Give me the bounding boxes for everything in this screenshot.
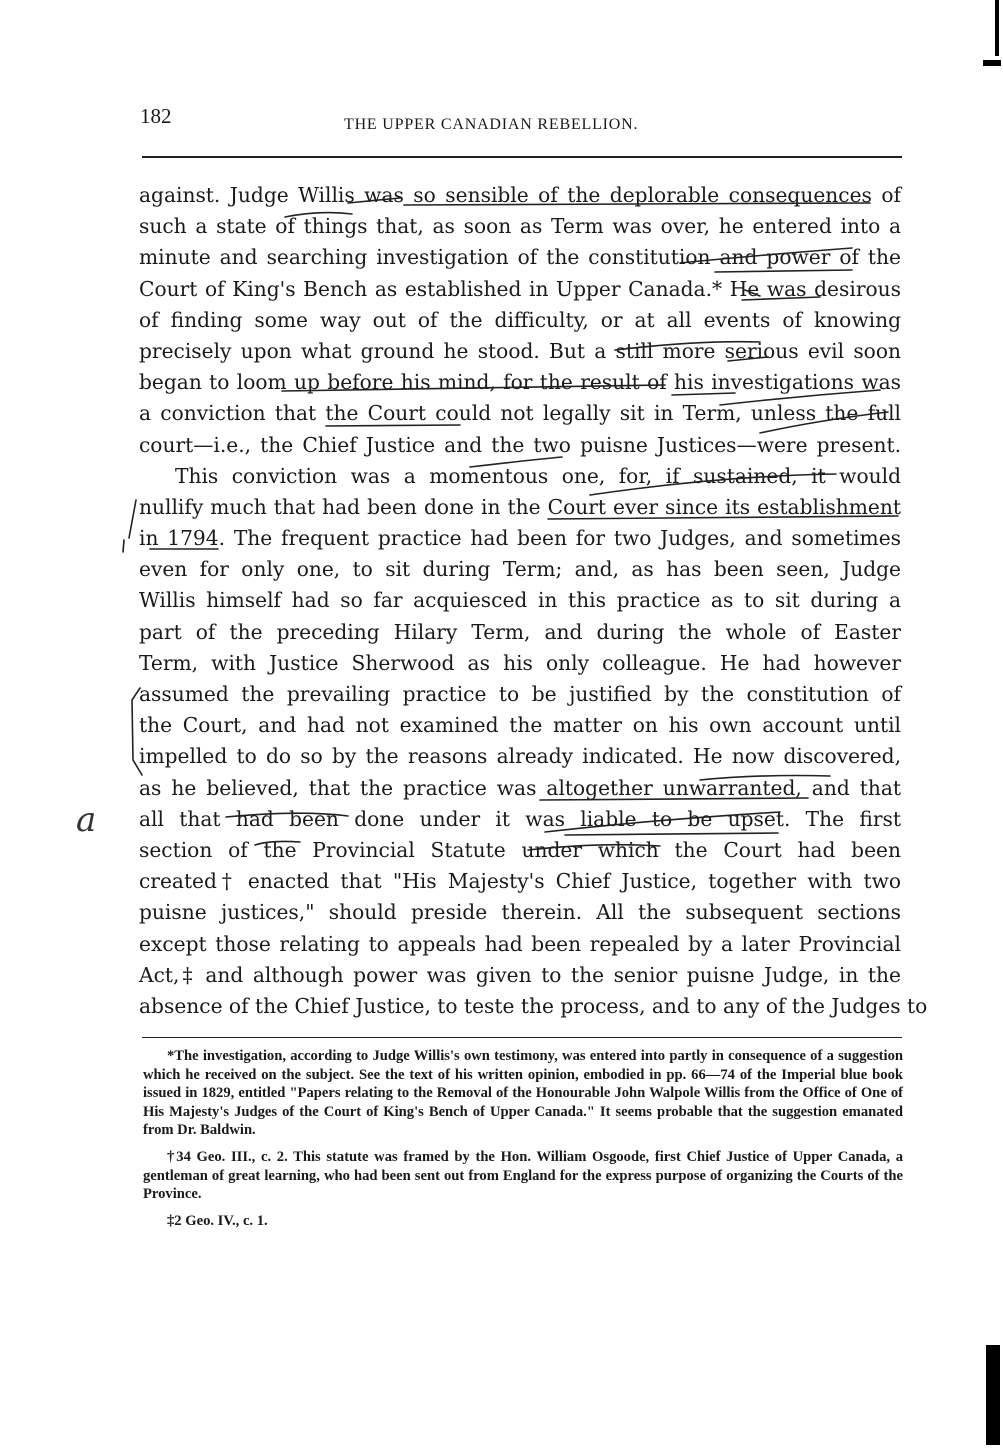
scan-edge-mark [983,60,1001,66]
footnote-text: *The investigation, according to Judge Willis's own testimony, was entered into partly in consequence of a suggestion which he received on the subject. See the text of his written opinion, embodied in pp. 66—74 of the Imperial blue book issued in 1829, entitled "Papers relating to the Removal of the Honourable John Walpole Willis from the Office of One of His Majesty's Judges of the Court of King's Bench of Upper Canada." It seems probable that the suggestion emanated from Dr. Baldwin. [143,1048,903,1139]
scan-edge-mark [995,0,999,56]
body-line: court—i.e., the Chief Justice and the two puisne Justices—were present. [139,432,901,457]
margin-stroke [123,540,124,552]
page-number: 182 [140,104,172,128]
body-line: even for only one, to sit during Term; and, as has been seen, Judge [139,557,901,582]
body-line: the Court, and had not examined the matter on his own account until [139,713,901,738]
body-line: of finding some way out of the difficulty, or at all events of knowing [139,307,901,332]
body-line: Act,‡ and although power was given to the senior puisne Judge, in the [139,962,901,987]
body-line: Term, with Justice Sherwood as his only colleague. He had however [139,650,901,675]
body-line: except those relating to appeals had been repealed by a later Provincial [139,931,901,956]
footnote-text: ‡2 Geo. IV., c. 1. [167,1212,268,1229]
body-line: against. Judge Willis was so sensible of the deplorable consequences of [139,183,901,207]
footnote-rule [142,1037,902,1038]
header-rule [142,156,902,158]
body-line: began to loom up before his mind, for the result of his investigations was [139,370,901,395]
body-line: nullify much that had been done in the Court ever since its establishment [139,494,901,519]
body-line: a conviction that the Court could not legally sit in Term, unless the full [139,401,901,426]
margin-annotation: a [76,800,97,840]
body-line: in 1794. The frequent practice had been for two Judges, and sometimes [139,526,901,551]
body-text [139,180,928,1022]
body-line: precisely upon what ground he stood. But a still more serious evil soon [139,338,901,363]
body-line: minute and searching investigation of the constitution and power of the [139,245,901,270]
body-line: Court of King's Bench as established in Upper Canada.* He was desirous [139,276,901,301]
scan-edge-mark [986,1345,1000,1445]
body-line: impelled to do so by the reasons already indicated. He now discovered, [139,744,901,769]
body-line: such a state of things that, as soon as Term was over, he entered into a [139,214,901,239]
footnote [143,1212,903,1231]
body-line: part of the preceding Hilary Term, and during the whole of Easter [139,619,901,644]
body-line: absence of the Chief Justice, to teste the process, and to any of the Judges to [139,993,928,1018]
body-line: created† enacted that "His Majesty's Chief Justice, together with two [139,869,901,894]
running-title: THE UPPER CANADIAN REBELLION. [344,116,639,133]
footnotes [143,1047,903,1238]
margin-stroke [129,500,136,538]
footnote [143,1148,903,1204]
body-line: This conviction was a momentous one, for, if sustained, it would [175,463,901,488]
body-line: section of the Provincial Statute under which the Court had been [139,837,901,862]
body-line: Willis himself had so far acquiesced in this practice as to sit during a [139,588,901,613]
body-line: all that had been done under it was liable to be upset. The first [139,806,901,831]
body-line: as he believed, that the practice was altogether unwarranted, and that [139,775,901,800]
footnote-text: †34 Geo. III., c. 2. This statute was framed by the Hon. William Osgoode, first Chief Justice of Upper Canada, a gentleman of great learning, who had been sent out from England for the express purpose of organizing the Courts of the Province. [143,1148,903,1203]
footnote [143,1047,903,1140]
body-line: puisne justices," should preside therein. All the subsequent sections [139,900,901,925]
body-line: assumed the prevailing practice to be justified by the constitution of [139,682,901,706]
